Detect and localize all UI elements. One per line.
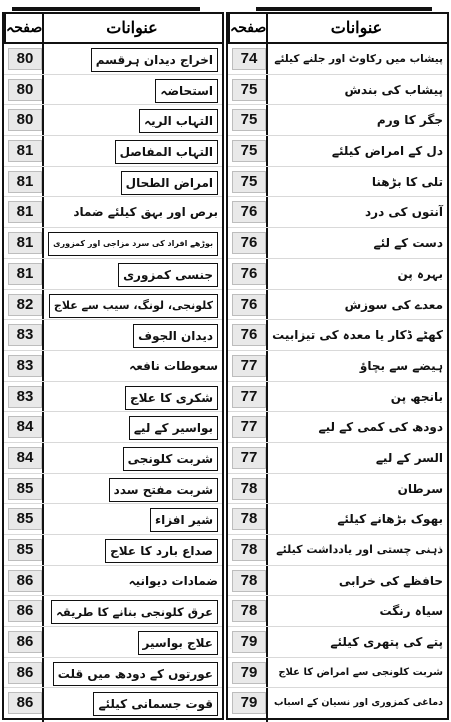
left-column-header bbox=[4, 14, 222, 44]
topic-title: بھوک بڑھانے کیلئے bbox=[337, 512, 443, 527]
page-number: 85 bbox=[8, 478, 42, 500]
page-number: 75 bbox=[232, 140, 266, 162]
toc-row bbox=[4, 688, 222, 719]
right-page-header: صفحہ bbox=[228, 14, 266, 42]
toc-row bbox=[4, 105, 222, 136]
page-number: 86 bbox=[8, 692, 42, 714]
topic-title: عرق کلونجی بنانے کا طریقہ bbox=[51, 600, 218, 624]
toc-row bbox=[4, 627, 222, 658]
topic-title: تلی کا بڑھنا bbox=[371, 174, 443, 189]
page-number: 85 bbox=[8, 539, 42, 561]
topic-title: دست کے لئے bbox=[373, 236, 443, 251]
toc-row bbox=[228, 290, 447, 321]
topic-title: سیاہ رنگت bbox=[379, 604, 443, 619]
toc-row bbox=[228, 136, 447, 167]
toc-row bbox=[4, 290, 222, 321]
topic-title: دودھ کی کمی کے لیے bbox=[318, 420, 443, 435]
topic-title: ذہنی چستی اور یادداشت کیلئے bbox=[276, 543, 443, 556]
topic-title: صداع بارد کا علاج bbox=[105, 539, 218, 563]
page-number: 75 bbox=[232, 79, 266, 101]
topic-title: سعوطات نافعہ bbox=[129, 358, 218, 373]
page-number: 78 bbox=[232, 478, 266, 500]
topic-title: بوڑھے افراد کی سرد مزاجی اور کمزوری bbox=[48, 232, 218, 256]
toc-row bbox=[4, 596, 222, 627]
toc-row bbox=[4, 351, 222, 382]
page-number: 81 bbox=[8, 201, 42, 223]
topic-title: شربت کلونجی سے امراض کا علاج bbox=[278, 666, 443, 678]
topic-title: شربت کلونجی bbox=[123, 447, 218, 471]
toc-row bbox=[228, 566, 447, 597]
page-number: 86 bbox=[8, 600, 42, 622]
toc-row bbox=[4, 566, 222, 597]
page-number: 76 bbox=[232, 201, 266, 223]
toc-row bbox=[4, 320, 222, 351]
page-number: 83 bbox=[8, 355, 42, 377]
page-number: 77 bbox=[232, 447, 266, 469]
toc-row bbox=[228, 167, 447, 198]
page-number: 77 bbox=[232, 386, 266, 408]
page-number: 85 bbox=[8, 508, 42, 530]
page-number: 83 bbox=[8, 324, 42, 346]
topic-title: اخراج دیدان ہرقسم bbox=[91, 48, 218, 72]
toc-row bbox=[228, 75, 447, 106]
toc-row bbox=[228, 44, 447, 75]
page-number: 78 bbox=[232, 570, 266, 592]
topic-title: شیر افزاء bbox=[150, 508, 218, 532]
toc-row bbox=[228, 443, 447, 474]
page-number: 80 bbox=[8, 79, 42, 101]
toc-row bbox=[228, 320, 447, 351]
topic-title: التہاب الریہ bbox=[139, 109, 218, 133]
page-number: 79 bbox=[232, 692, 266, 714]
toc-row bbox=[4, 136, 222, 167]
toc-row bbox=[4, 228, 222, 259]
page-number: 77 bbox=[232, 416, 266, 438]
toc-row bbox=[4, 412, 222, 443]
topic-title: استحاضہ bbox=[155, 79, 218, 103]
topic-title: دماغی کمزوری اور نسیان کے اسباب bbox=[274, 697, 443, 709]
page-number: 79 bbox=[232, 631, 266, 653]
toc-page bbox=[0, 12, 451, 720]
page-number: 75 bbox=[232, 171, 266, 193]
page-number: 76 bbox=[232, 324, 266, 346]
toc-row bbox=[4, 504, 222, 535]
page-number: 84 bbox=[8, 447, 42, 469]
toc-row bbox=[4, 535, 222, 566]
toc-row bbox=[228, 105, 447, 136]
toc-row bbox=[228, 259, 447, 290]
page-number: 80 bbox=[8, 48, 42, 70]
toc-row bbox=[4, 474, 222, 505]
top-rule bbox=[0, 0, 451, 12]
toc-row bbox=[228, 382, 447, 413]
toc-row bbox=[228, 658, 447, 689]
topic-title: امراض الطحال bbox=[121, 171, 218, 195]
right-rows bbox=[228, 44, 447, 719]
page-number: 83 bbox=[8, 386, 42, 408]
topic-title: سرطان bbox=[397, 481, 443, 496]
left-page-header: صفحہ bbox=[4, 14, 42, 42]
toc-row bbox=[4, 259, 222, 290]
page-number: 78 bbox=[232, 539, 266, 561]
page-number: 81 bbox=[8, 263, 42, 285]
topic-title: ہیضے سے بچاؤ bbox=[359, 358, 443, 373]
topic-title: عورتوں کے دودھ میں قلت bbox=[53, 662, 218, 686]
toc-row bbox=[4, 382, 222, 413]
topic-title: بہرہ پن bbox=[397, 266, 443, 281]
topic-title: جگر کا ورم bbox=[376, 113, 443, 128]
top-rule-gap bbox=[200, 5, 256, 12]
toc-right-column bbox=[226, 12, 449, 720]
toc-row bbox=[228, 688, 447, 719]
topic-title: جنسی کمزوری bbox=[118, 263, 218, 287]
toc-row bbox=[228, 474, 447, 505]
page-number: 76 bbox=[232, 294, 266, 316]
toc-row bbox=[228, 504, 447, 535]
page-number: 80 bbox=[8, 109, 42, 131]
topic-title: آنتوں کی درد bbox=[365, 205, 443, 220]
page-number: 78 bbox=[232, 508, 266, 530]
topic-title: شربت مفتح سدد bbox=[109, 478, 218, 502]
toc-row bbox=[228, 535, 447, 566]
toc-row bbox=[228, 596, 447, 627]
page-number: 76 bbox=[232, 232, 266, 254]
toc-row bbox=[4, 443, 222, 474]
page-number: 82 bbox=[8, 294, 42, 316]
topic-title: التہاب المفاصل bbox=[115, 140, 218, 164]
right-column-header bbox=[228, 14, 447, 44]
topic-title: معدے کی سوزش bbox=[344, 297, 443, 312]
toc-row bbox=[228, 228, 447, 259]
topic-title: پتے کی پتھری کیلئے bbox=[330, 635, 443, 650]
toc-row bbox=[228, 627, 447, 658]
left-rows bbox=[4, 44, 222, 719]
topic-title: شکری کا علاج bbox=[125, 386, 218, 410]
topic-title: بواسیر کے لیے bbox=[129, 416, 218, 440]
page-number: 84 bbox=[8, 416, 42, 438]
toc-row bbox=[228, 412, 447, 443]
page-number: 81 bbox=[8, 140, 42, 162]
toc-row bbox=[4, 44, 222, 75]
toc-row bbox=[228, 351, 447, 382]
toc-left-column bbox=[2, 12, 224, 720]
page-number: 86 bbox=[8, 570, 42, 592]
page-number: 81 bbox=[8, 232, 42, 254]
topic-title: پیشاب میں رکاوٹ اور جلنے کیلئے bbox=[274, 53, 443, 65]
topic-title: حافظے کی خرابی bbox=[338, 573, 443, 588]
page-number: 81 bbox=[8, 171, 42, 193]
page-number: 74 bbox=[232, 48, 266, 70]
topic-title: دل کے امراض کیلئے bbox=[331, 144, 443, 159]
topic-title: پیشاب کی بندش bbox=[344, 82, 443, 97]
left-title-header: عنوانات bbox=[106, 18, 158, 37]
toc-row bbox=[228, 197, 447, 228]
toc-row bbox=[4, 167, 222, 198]
right-title-header: عنوانات bbox=[330, 18, 383, 37]
toc-row bbox=[4, 658, 222, 689]
page-number: 86 bbox=[8, 631, 42, 653]
page-number: 79 bbox=[232, 662, 266, 684]
page-number: 77 bbox=[232, 355, 266, 377]
topic-title: کھٹے ڈکار یا معدہ کی تیزابیت bbox=[272, 328, 443, 343]
page-number: 86 bbox=[8, 662, 42, 684]
page-number: 76 bbox=[232, 263, 266, 285]
topic-title: علاج بواسیر bbox=[138, 631, 218, 655]
topic-title: کلونجی، لونگ، سیب سے علاج bbox=[49, 294, 218, 318]
topic-title: ضمادات دیوانیہ bbox=[128, 573, 218, 588]
topic-title: قوت جسمانی کیلئے bbox=[93, 692, 218, 716]
page-number: 78 bbox=[232, 600, 266, 622]
toc-row bbox=[4, 75, 222, 106]
topic-title: برص اور بہق کیلئے ضماد bbox=[73, 205, 218, 220]
toc-row bbox=[4, 197, 222, 228]
topic-title: بانجھ پن bbox=[390, 389, 443, 404]
topic-title: السر کے لیے bbox=[375, 450, 443, 465]
page-number: 75 bbox=[232, 109, 266, 131]
topic-title: دیدان الجوف bbox=[133, 324, 218, 348]
